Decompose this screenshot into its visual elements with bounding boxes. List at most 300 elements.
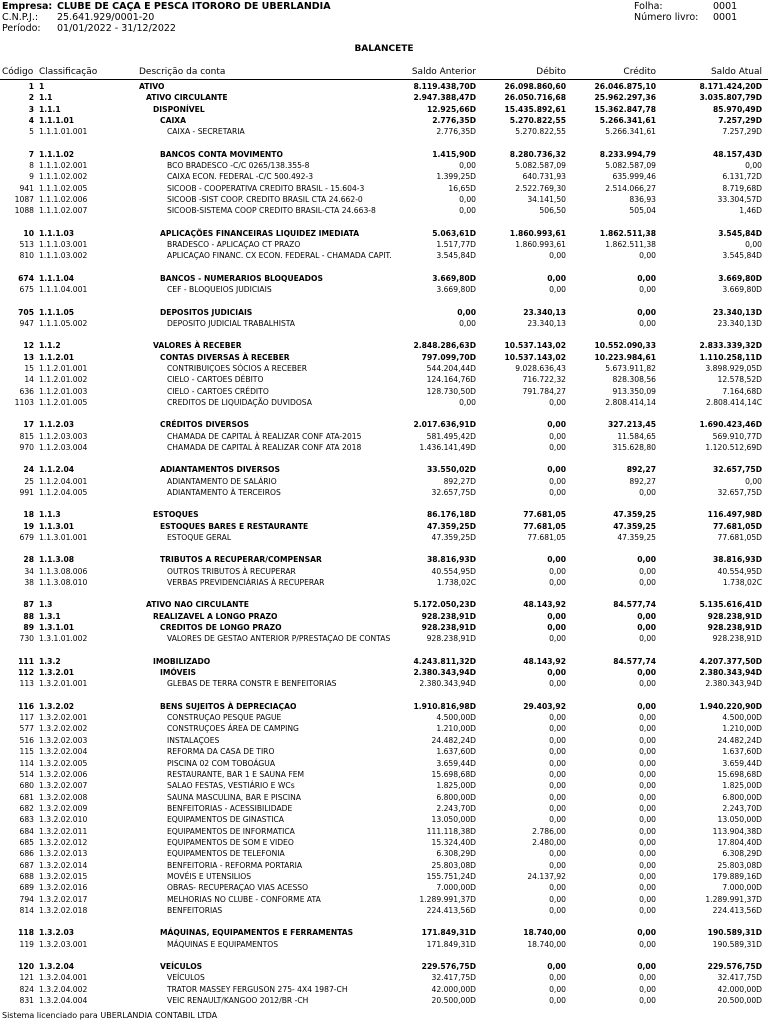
account-code: 15 [24, 363, 34, 373]
saldo-anterior-value: 892,27D [443, 476, 476, 486]
saldo-anterior-value: 7.000,00D [436, 883, 476, 893]
debito-value: 0,00 [549, 815, 566, 825]
debito-value: 0,00 [549, 397, 566, 407]
account-code: 5 [29, 127, 34, 137]
credito-value: 0,00 [639, 679, 656, 689]
saldo-atual-value: 190.589,31D [707, 928, 762, 938]
debito-value: 5.270.822,55 [515, 127, 566, 137]
table-row [0, 701, 768, 712]
saldo-anterior-value: 2.380.343,94D [419, 679, 476, 689]
account-code: 111 [18, 656, 34, 666]
table-row [0, 363, 768, 374]
saldo-atual-value: 3.659,44D [722, 758, 762, 768]
credito-value: 47.359,25 [613, 521, 656, 531]
saldo-atual-value: 77.681,05D [717, 533, 762, 542]
account-classification: 1.3.2.04.001 [39, 973, 88, 983]
credito-value: 0,00 [637, 611, 656, 621]
saldo-atual-value: 7.257,29D [722, 127, 762, 137]
account-classification: 1.3.2.04.004 [39, 996, 88, 1006]
table-row [0, 746, 768, 757]
account-classification: 1.1.1.05.002 [39, 318, 88, 328]
saldo-atual-value: 928.238,91D [712, 634, 762, 644]
credito-value: 828.308,56 [612, 375, 656, 385]
empresa-label: Empresa: [2, 1, 53, 12]
account-code: 13 [23, 352, 34, 362]
table-row [0, 837, 768, 848]
saldo-anterior-value: 1.210,00D [436, 724, 476, 734]
saldo-anterior-value: 6.800,00D [436, 792, 476, 802]
credito-value: 0,00 [637, 928, 656, 938]
account-code: 112 [18, 668, 34, 678]
debito-value: 0,00 [547, 668, 566, 678]
credito-value: 5.082.587,09 [605, 161, 656, 171]
credito-value: 0,00 [639, 815, 656, 825]
saldo-anterior-value: 2.848.286,63D [413, 341, 476, 351]
credito-value: 8.233.994,79 [599, 149, 656, 159]
debito-value: 0,00 [549, 883, 566, 893]
table-row [0, 712, 768, 723]
debito-value: 23.340,13 [527, 318, 566, 328]
credito-value: 15.362.847,78 [594, 104, 656, 114]
table-row [0, 318, 768, 329]
account-code: 991 [19, 487, 34, 497]
account-description: VEIC RENAULT/KANGOO 2012/BR -CH [167, 996, 309, 1006]
credito-value: 0,00 [639, 285, 656, 295]
debito-value: 0,00 [549, 735, 566, 745]
table-row [0, 250, 768, 261]
table-row [0, 735, 768, 746]
saldo-atual-value: 1.637,60D [722, 747, 762, 757]
account-classification: 1.1.1.02.007 [39, 206, 88, 216]
saldo-atual-value: 3.669,80D [718, 273, 762, 283]
saldo-anterior-value: 797.099,70D [421, 352, 476, 362]
table-row [0, 194, 768, 205]
debito-value: 10.537.143,02 [504, 352, 566, 362]
account-classification: 1.1.3.08 [39, 555, 75, 565]
account-description: APLICAÇAO FINANC. CX ECON. FEDERAL - CHAMADA CAPIT. [167, 251, 392, 261]
account-description: REFORMA DA CASA DE TIRO [167, 747, 275, 757]
table-row [0, 532, 768, 543]
saldo-atual-value: 1.940.220,90D [699, 701, 762, 711]
periodo-value: 01/01/2022 - 31/12/2022 [57, 23, 176, 34]
saldo-anterior-value: 24.482,24D [431, 735, 476, 745]
table-row [0, 995, 768, 1006]
account-description: ESTOQUES [153, 510, 199, 520]
saldo-atual-value: 116.497,98D [707, 510, 762, 520]
debito-value: 0,00 [549, 679, 566, 689]
account-code: 34 [24, 566, 34, 576]
credito-value: 0,00 [639, 849, 656, 859]
account-classification: 1.3.2.02.001 [39, 713, 88, 723]
debito-value: 77.681,05 [523, 510, 566, 520]
debito-value: 15.435.892,61 [504, 104, 566, 114]
table-row [0, 419, 768, 430]
saldo-anterior-value: 8.119.438,70D [413, 82, 476, 91]
debito-value: 0,00 [549, 849, 566, 859]
saldo-anterior-value: 38.816,93D [426, 555, 476, 565]
account-classification: 1.3.2.02 [39, 701, 75, 711]
account-code: 514 [19, 769, 34, 779]
saldo-anterior-value: 15.698,68D [431, 769, 476, 779]
account-code: 947 [19, 318, 34, 328]
col-descricao: Descrição da conta [139, 67, 226, 77]
table-row [0, 92, 768, 103]
debito-value: 0,00 [549, 285, 566, 295]
account-code: 831 [19, 996, 34, 1006]
credito-value: 505,04 [629, 206, 656, 216]
account-description: ADIANTAMENTO DE SALÁRIO [167, 476, 277, 486]
account-description: ESTOQUE GERAL [167, 533, 232, 542]
debito-value: 10.537.143,02 [504, 341, 566, 351]
account-code: 810 [19, 251, 34, 261]
saldo-anterior-value: 229.576,75D [421, 962, 476, 971]
saldo-atual-value: 190.589,31D [712, 939, 762, 949]
saldo-anterior-value: 2.380.343,94D [413, 668, 476, 678]
debito-value: 0,00 [549, 431, 566, 441]
credito-value: 0,00 [639, 634, 656, 644]
credito-value: 0,00 [639, 724, 656, 734]
account-code: 118 [18, 928, 34, 938]
saldo-anterior-value: 0,00 [459, 318, 476, 328]
saldo-atual-value: 33.304,57D [717, 195, 762, 205]
account-description: CIELO - CARTOES DÉBITO [167, 375, 264, 385]
account-description: OUTROS TRIBUTOS À RECUPERAR [167, 566, 296, 576]
credito-value: 5.266.341,61 [605, 127, 656, 137]
account-description: CAIXA - SECRETARIA [167, 127, 245, 137]
saldo-atual-value: 928.238,91D [707, 611, 762, 621]
debito-value: 0,00 [549, 487, 566, 497]
account-code: 18 [23, 510, 34, 520]
debito-value: 0,00 [549, 984, 566, 994]
table-row [0, 431, 768, 442]
account-description: CIELO - CARTOES CRÉDITO [167, 386, 269, 396]
livro-value: 0001 [713, 12, 738, 23]
account-classification: 1.1.1.03 [39, 228, 75, 238]
table-row [0, 183, 768, 194]
credito-value: 25.962.297,36 [594, 93, 656, 103]
periodo-label: Período: [2, 23, 41, 34]
account-description: IMÓVEIS [160, 668, 196, 678]
account-classification: 1.3.2.02.011 [39, 826, 88, 836]
table-row [0, 848, 768, 859]
account-code: 794 [19, 894, 34, 904]
table-row [0, 667, 768, 678]
account-classification: 1.1.1.04 [39, 273, 75, 283]
account-classification: 1.3.1.01 [39, 623, 75, 633]
debito-value: 506,50 [539, 206, 566, 216]
debito-value: 26.098.860,60 [504, 82, 566, 91]
table-row [0, 104, 768, 115]
credito-value: 0,00 [639, 803, 656, 813]
account-description: EQUIPAMENTOS DE SOM E VIDEO [167, 837, 294, 847]
account-description: DEPOSITO JUDICIAL TRABALHISTA [167, 318, 296, 328]
account-code: 38 [24, 578, 34, 588]
debito-value: 0,00 [549, 442, 566, 452]
col-credito: Crédito [623, 67, 656, 77]
credito-value: 0,00 [637, 701, 656, 711]
credito-value: 5.266.341,61 [599, 116, 656, 126]
credito-value: 84.577,74 [613, 656, 656, 666]
saldo-anterior-value: 0,00 [459, 195, 476, 205]
debito-value: 0,00 [549, 996, 566, 1006]
debito-value: 0,00 [547, 273, 566, 283]
saldo-anterior-value: 3.659,44D [436, 758, 476, 768]
account-code: 681 [19, 792, 34, 802]
saldo-atual-value: 85.970,49D [712, 104, 762, 114]
table-row [0, 814, 768, 825]
account-code: 89 [23, 623, 34, 633]
credito-value: 836,93 [629, 195, 656, 205]
credito-value: 0,00 [639, 883, 656, 893]
account-description: BENFEITORIA - REFORMA PORTARIA [167, 860, 303, 870]
account-classification: 1.3.2.02.004 [39, 747, 88, 757]
credito-value: 913.350,09 [612, 386, 656, 396]
saldo-atual-value: 32.417,75D [717, 973, 762, 983]
saldo-anterior-value: 0,00 [459, 161, 476, 171]
saldo-anterior-value: 3.669,80D [432, 273, 476, 283]
account-classification: 1.1.1.03.002 [39, 251, 88, 261]
folha-value: 0001 [713, 1, 738, 12]
account-classification: 1.1.1.01 [39, 116, 75, 126]
saldo-atual-value: 1.110.258,11D [699, 352, 762, 362]
credito-value: 47.359,25 [613, 510, 656, 520]
saldo-atual-value: 3.898.929,05D [705, 363, 762, 373]
debito-value: 2.480,00 [532, 837, 566, 847]
column-header [0, 66, 768, 80]
account-code: 7 [28, 149, 34, 159]
credito-value: 0,00 [637, 307, 656, 317]
account-description: VALORES DE GESTAO ANTERIOR P/PRESTAÇAO DE CONTAS [167, 634, 391, 644]
account-description: BENFEITORIAS - ACESSIBILIDADE [167, 803, 293, 813]
account-code: 688 [19, 871, 34, 881]
saldo-anterior-value: 3.669,80D [436, 285, 476, 295]
account-description: SICOOB - COOPERATIVA CREDITO BRASIL - 15.604-3 [167, 183, 365, 193]
account-description: CONSTRUÇAO PESQUE PAGUE [167, 713, 282, 723]
saldo-anterior-value: 2.017.636,91D [413, 420, 476, 430]
account-description: ESTOQUES BARES E RESTAURANTE [160, 521, 309, 531]
debito-value: 29.403,92 [523, 701, 566, 711]
account-classification: 1.1.1.02.001 [39, 161, 88, 171]
saldo-anterior-value: 1.399,25D [436, 172, 476, 182]
table-row [0, 352, 768, 363]
debito-value: 5.270.822,55 [509, 116, 566, 126]
account-classification: 1.3.2.02.005 [39, 758, 88, 768]
account-classification: 1.1.2.03 [39, 420, 75, 430]
credito-value: 0,00 [639, 747, 656, 757]
debito-value: 34.141,50 [527, 195, 566, 205]
saldo-atual-value: 6.308,29D [722, 849, 762, 859]
account-description: VEÍCULOS [167, 973, 205, 983]
account-classification: 1.1.1.03.001 [39, 240, 88, 250]
table-row [0, 894, 768, 905]
saldo-anterior-value: 544.204,44D [426, 363, 476, 373]
table-row [0, 769, 768, 780]
saldo-anterior-value: 12.925,66D [426, 104, 476, 114]
credito-value: 0,00 [639, 769, 656, 779]
credito-value: 1.862.511,38 [605, 240, 656, 250]
account-code: 689 [19, 883, 34, 893]
saldo-anterior-value: 1.910.816,98D [413, 701, 476, 711]
account-code: 1088 [14, 206, 34, 216]
saldo-anterior-value: 1.436.141,49D [419, 442, 476, 452]
credito-value: 0,00 [637, 555, 656, 565]
account-classification: 1.3.2.02.003 [39, 735, 88, 745]
account-description: VERBAS PREVIDENCIÁRIAS À RECUPERAR [167, 578, 325, 588]
saldo-anterior-value: 33.550,02D [426, 465, 476, 475]
table-row [0, 678, 768, 689]
saldo-anterior-value: 124.164,76D [426, 375, 476, 385]
debito-value: 0,00 [549, 747, 566, 757]
credito-value: 892,27 [629, 476, 656, 486]
account-description: CONSTRUÇOES ÁREA DE CAMPING [167, 724, 299, 734]
saldo-anterior-value: 1.637,60D [436, 747, 476, 757]
account-code: 8 [29, 161, 34, 171]
account-description: CAIXA [160, 116, 187, 126]
saldo-atual-value: 2.808.414,14C [705, 397, 762, 407]
debito-value: 0,00 [547, 555, 566, 565]
debito-value: 0,00 [549, 578, 566, 588]
credito-value: 0,00 [639, 996, 656, 1006]
account-classification: 1.1.3 [39, 510, 61, 520]
debito-value: 0,00 [549, 566, 566, 576]
col-saldo-anterior: Saldo Anterior [411, 67, 476, 77]
debito-value: 1.860.993,61 [509, 228, 566, 238]
account-code: 516 [19, 735, 34, 745]
saldo-anterior-value: 0,00 [457, 307, 476, 317]
debito-value: 0,00 [549, 860, 566, 870]
debito-value: 48.143,92 [523, 600, 566, 610]
table-row [0, 961, 768, 972]
account-classification: 1 [39, 82, 45, 91]
col-classificacao: Classificação [39, 67, 98, 77]
table-row [0, 633, 768, 644]
account-classification: 1.3.2.01.001 [39, 679, 88, 689]
account-code: 686 [19, 849, 34, 859]
saldo-atual-value: 6.131,72D [722, 172, 762, 182]
debito-value: 0,00 [549, 769, 566, 779]
account-classification: 1.1.1.02.006 [39, 195, 88, 205]
debito-value: 18.740,00 [527, 939, 566, 949]
debito-value: 0,00 [547, 962, 566, 971]
table-row [0, 509, 768, 520]
account-code: 4 [28, 116, 34, 126]
account-classification: 1.3.2.02.013 [39, 849, 88, 859]
account-description: OBRAS- RECUPERAÇAO VIAS ACESSO [167, 883, 309, 893]
saldo-anterior-value: 47.359,25D [426, 521, 476, 531]
account-description: BENS SUJEITOS À DEPRECIAÇAO [160, 701, 297, 711]
credito-value: 0,00 [639, 905, 656, 915]
account-description: MELHORIAS NO CLUBE - CONFORME ATA [167, 894, 321, 904]
saldo-atual-value: 928.238,91D [707, 623, 762, 633]
account-classification: 1.3.2.03 [39, 928, 75, 938]
table-row [0, 284, 768, 295]
saldo-anterior-value: 0,00 [459, 206, 476, 216]
credito-value: 0,00 [639, 894, 656, 904]
credito-value: 0,00 [639, 578, 656, 588]
table-row [0, 205, 768, 216]
table-row [0, 273, 768, 284]
saldo-anterior-value: 111.118,38D [426, 826, 476, 836]
saldo-atual-value: 17.804,40D [717, 837, 762, 847]
saldo-atual-value: 1.738,02C [722, 578, 762, 588]
account-code: 119 [19, 939, 34, 949]
account-code: 941 [19, 183, 34, 193]
account-code: 513 [19, 240, 34, 250]
debito-value: 1.860.993,61 [515, 240, 566, 250]
table-row [0, 803, 768, 814]
cnpj-label: C.N.P.J.: [2, 12, 39, 23]
credito-value: 10.552.090,33 [594, 341, 656, 351]
saldo-atual-value: 0,00 [745, 240, 762, 250]
saldo-atual-value: 32.657,75D [717, 487, 762, 497]
account-code: 685 [19, 837, 34, 847]
credito-value: 1.862.511,38 [599, 228, 656, 238]
credito-value: 0,00 [639, 566, 656, 576]
account-code: 636 [19, 386, 34, 396]
account-code: 3 [28, 104, 34, 114]
saldo-anterior-value: 0,00 [459, 397, 476, 407]
account-classification: 1.3.2.02.007 [39, 781, 88, 791]
credito-value: 0,00 [637, 668, 656, 678]
report-title: BALANCETE [354, 44, 414, 54]
saldo-anterior-value: 128.730,50D [426, 386, 476, 396]
saldo-anterior-value: 40.554,95D [431, 566, 476, 576]
table-row [0, 397, 768, 408]
account-description: CREDITOS DE LIQUIDAÇÃO DUVIDOSA [167, 397, 312, 407]
credito-value: 0,00 [639, 826, 656, 836]
saldo-anterior-value: 4.243.811,32D [413, 656, 476, 666]
account-description: VEÍCULOS [160, 962, 203, 971]
account-classification: 1.1.1 [39, 104, 61, 114]
account-code: 2 [28, 93, 34, 103]
account-classification: 1.3.2.02.018 [39, 905, 88, 915]
saldo-anterior-value: 1.517,77D [436, 240, 476, 250]
account-description: EQUIPAMENTOS DE GINASTICA [167, 815, 284, 825]
account-code: 674 [18, 273, 34, 283]
account-description: CONTRIBUIÇOES SÓCIOS A RECEBER [167, 363, 308, 373]
account-classification: 1.1.1.02 [39, 149, 75, 159]
account-code: 1103 [14, 397, 34, 407]
credito-value: 2.514.066,27 [605, 183, 656, 193]
debito-value: 0,00 [549, 476, 566, 486]
saldo-anterior-value: 86.176,18D [426, 510, 476, 520]
account-description: RESTAURANTE, BAR 1 E SAUNA FEM [167, 769, 305, 779]
account-classification: 1.1.2.01.003 [39, 386, 88, 396]
debito-value: 0,00 [549, 894, 566, 904]
debito-value: 9.028.636,43 [515, 363, 566, 373]
credito-value: 0,00 [639, 713, 656, 723]
account-code: 10 [23, 228, 34, 238]
saldo-anterior-value: 928.238,91D [421, 623, 476, 633]
debito-value: 0,00 [549, 781, 566, 791]
saldo-anterior-value: 2.243,70D [436, 803, 476, 813]
saldo-anterior-value: 20.500,00D [431, 996, 476, 1006]
account-description: SALAO FESTAS, VESTIÁRIO E WCs [167, 781, 295, 791]
table-row [0, 464, 768, 475]
account-description: ADIANTAMENTOS DIVERSOS [160, 465, 280, 475]
debito-value: 0,00 [549, 724, 566, 734]
credito-value: 0,00 [639, 781, 656, 791]
account-description: MÁQUINAS E EQUIPAMENTOS [167, 939, 279, 949]
account-code: 114 [19, 758, 34, 768]
account-code: 679 [19, 533, 34, 542]
account-description: ATIVO [139, 82, 165, 91]
table-row [0, 723, 768, 734]
table-row [0, 160, 768, 171]
account-code: 683 [19, 815, 34, 825]
debito-value: 0,00 [549, 634, 566, 644]
livro-label: Número livro: [634, 12, 699, 23]
